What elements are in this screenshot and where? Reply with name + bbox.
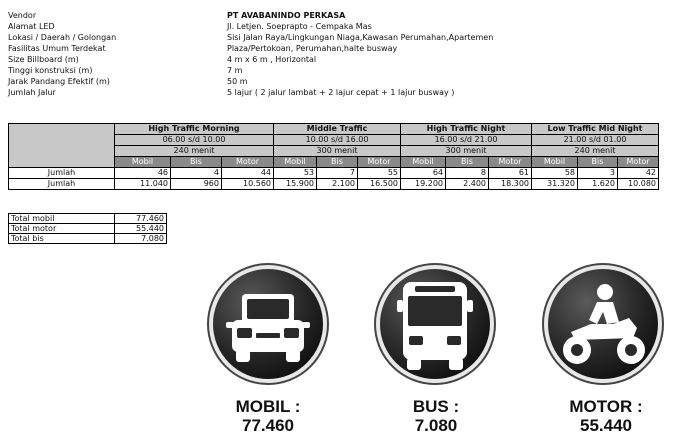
table-cell: 8	[446, 168, 489, 179]
info-value: Jl. Letjen. Soeprapto - Cempaka Mas	[227, 22, 372, 31]
table-cell: 10.080	[618, 179, 659, 190]
motorcycle-icon	[541, 262, 665, 386]
column-header: Bis	[317, 157, 358, 168]
table-cell: 2.400	[446, 179, 489, 190]
motor-total: 55.440	[580, 416, 632, 435]
period-time: 06.00 s/d 10.00	[115, 135, 274, 146]
bus-label: BUS :	[412, 397, 460, 416]
car-total: 77.460	[242, 416, 294, 435]
table-row	[9, 179, 659, 190]
table-cell: 64	[401, 168, 446, 179]
period-time: 10.00 s/d 16.00	[274, 135, 401, 146]
info-label: Size Billboard (m)	[8, 55, 79, 64]
column-header: Bis	[446, 157, 489, 168]
info-label: Jumlah Jalur	[8, 88, 56, 97]
column-header: Motor	[618, 157, 659, 168]
period-time: 16.00 s/d 21.00	[401, 135, 532, 146]
info-label: Lokasi / Daerah / Golongan	[8, 33, 117, 42]
table-cell: 16.500	[358, 179, 401, 190]
table-cell: 3	[578, 168, 618, 179]
table-cell: 18.300	[489, 179, 532, 190]
table-cell: 31.320	[532, 179, 578, 190]
info-value: 50 m	[227, 77, 248, 86]
period-title: Low Traffic Mid Night	[532, 124, 659, 135]
table-cell: 10.560	[222, 179, 274, 190]
table-cell: 7	[317, 168, 358, 179]
info-value: Plaza/Pertokoan, Perumahan,halte busway	[227, 44, 398, 53]
bus-total: 7.080	[414, 416, 458, 435]
table-cell: 2.100	[317, 179, 358, 190]
table-cell: 11.040	[115, 179, 171, 190]
total-value: 77.460	[115, 214, 167, 224]
period-duration: 240 menit	[115, 146, 274, 157]
table-cell: 42	[618, 168, 659, 179]
column-header: Mobil	[401, 157, 446, 168]
column-header: Motor	[222, 157, 274, 168]
table-row	[9, 214, 167, 224]
period-duration: 240 menit	[532, 146, 659, 157]
info-value: 5 lajur ( 2 jalur lambat + 2 lajur cepat + 1 lajur busway )	[227, 88, 455, 97]
table-cell: 19.200	[401, 179, 446, 190]
period-time: 21.00 s/d 01.00	[532, 135, 659, 146]
total-label: Total mobil	[9, 214, 115, 224]
table-corner	[9, 124, 115, 168]
table-cell: 55	[358, 168, 401, 179]
info-label: Vendor	[8, 11, 37, 20]
table-row	[9, 168, 659, 179]
totals-table	[8, 213, 167, 244]
info-value: Sisi Jalan Raya/Lingkungan Niaga,Kawasan Perumahan,Apartemen	[227, 33, 494, 42]
info-label: Jarak Pandang Efektif (m)	[8, 77, 110, 86]
car-label: MOBIL :	[235, 397, 301, 416]
total-value: 55.440	[115, 224, 167, 234]
period-title: High Traffic Night	[401, 124, 532, 135]
info-label: Alamat LED	[8, 22, 55, 31]
column-header: Mobil	[115, 157, 171, 168]
period-title: High Traffic Morning	[115, 124, 274, 135]
info-value: PT AVABANINDO PERKASA	[227, 11, 346, 20]
table-cell: 44	[222, 168, 274, 179]
table-row	[9, 224, 167, 234]
table-cell: 61	[489, 168, 532, 179]
info-value: 4 m x 6 m , Horizontal	[227, 55, 317, 64]
total-label: Total bis	[9, 234, 115, 244]
period-title-row	[9, 124, 659, 135]
column-header: Mobil	[532, 157, 578, 168]
column-header: Motor	[358, 157, 401, 168]
bus-icon	[373, 262, 497, 386]
total-value: 7.080	[115, 234, 167, 244]
column-header: Bis	[171, 157, 222, 168]
table-cell: 46	[115, 168, 171, 179]
column-header: Mobil	[274, 157, 317, 168]
period-title: Middle Traffic	[274, 124, 401, 135]
table-cell: 4	[171, 168, 222, 179]
period-duration: 300 menit	[401, 146, 532, 157]
table-cell: 58	[532, 168, 578, 179]
table-cell: 15.900	[274, 179, 317, 190]
total-label: Total motor	[9, 224, 115, 234]
table-cell: 1.620	[578, 179, 618, 190]
info-value: 7 m	[227, 66, 243, 75]
traffic-table	[8, 123, 659, 190]
motor-label: MOTOR :	[569, 397, 643, 416]
table-cell: 960	[171, 179, 222, 190]
table-cell: 53	[274, 168, 317, 179]
period-duration: 300 menit	[274, 146, 401, 157]
column-header: Bis	[578, 157, 618, 168]
info-label: Fasilitas Umum Terdekat	[8, 44, 106, 53]
info-label: Tinggi konstruksi (m)	[8, 66, 93, 75]
table-row	[9, 234, 167, 244]
column-header: Motor	[489, 157, 532, 168]
row-label: Jumlah	[9, 179, 115, 190]
row-label: Jumlah	[9, 168, 115, 179]
car-icon	[206, 262, 330, 386]
